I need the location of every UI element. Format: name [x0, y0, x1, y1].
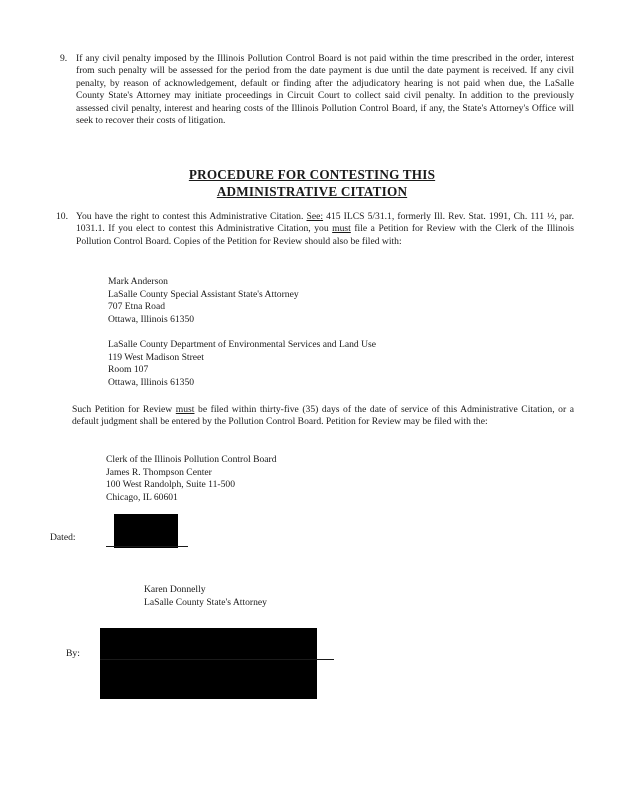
address-block-1: [108, 276, 299, 326]
item-9-number: 9.: [60, 53, 68, 64]
address-1-line: 707 Etna Road: [108, 301, 166, 313]
address-3-line: Clerk of the Illinois Pollution Control Board: [106, 454, 277, 465]
dated-label: Dated:: [50, 532, 76, 543]
petition-must: must: [175, 404, 195, 415]
signatory-block: [144, 584, 267, 609]
date-signature-line: [106, 546, 188, 547]
by-label: By:: [66, 648, 80, 659]
address-2-line: 119 West Madison Street: [108, 351, 204, 363]
address-1-line: LaSalle County Special Assistant State's Attorney: [108, 288, 299, 300]
item-10-text-a: You have the right to contest this Administrative Citation.: [76, 211, 307, 222]
item-10-see: See:: [306, 211, 324, 222]
petition-text-b: be filed within thirty-five (35) days of the date of service of this Administrative Citation, or a default judgment shall be entered by the Pollution Control Board. Petition for Review may be filed with the:: [72, 404, 574, 428]
address-3-line: James R. Thompson Center: [106, 466, 212, 478]
address-block-3: [106, 454, 277, 504]
date-redaction: [114, 514, 178, 548]
address-3-line: Chicago, IL 60601: [106, 491, 178, 503]
signature-line: [100, 659, 334, 660]
address-3-line: 100 West Randolph, Suite 11-500: [106, 479, 236, 491]
signatory-name: Karen Donnelly: [144, 584, 206, 595]
petition-paragraph: [72, 404, 574, 429]
address-block-2: [108, 339, 376, 389]
item-9-text: If any civil penalty imposed by the Illinois Pollution Control Board is not paid within the time prescribed in the order, interest from such penalty will be assessed for the period from the date payment is due until the date payment is received. If any civil penalty, by reason of acknowledgement, default or finding after the adjudicatory hearing is not paid when due, the LaSalle County State's Attorney may initiate proceedings in Circuit Court to collect said civil penalty. In addition to the previously assessed civil penalty, interest and hearing costs of the Illinois Pollution Control Board, if any, the State's Attorney's Office will seek to recover their costs of litigation.: [76, 53, 574, 127]
petition-text-a: Such Petition for Review: [72, 404, 176, 415]
address-1-line: Mark Anderson: [108, 276, 168, 287]
item-10-text: [76, 211, 574, 248]
address-1-line: Ottawa, Illinois 61350: [108, 313, 195, 325]
signature-redaction: [100, 628, 317, 699]
address-2-line: Room 107: [108, 364, 149, 376]
item-10-text-b: 415 ILCS 5/31.1, formerly Ill. Rev. Stat. 1991, Ch. 111 ½, par. 1031.1. If you elect to contest this Administrative Citation, you: [76, 211, 574, 235]
section-heading: [140, 166, 484, 200]
section-heading-line-2: ADMINISTRATIVE CITATION: [216, 184, 408, 199]
section-heading-line-1: PROCEDURE FOR CONTESTING THIS: [188, 167, 436, 182]
item-10-text-c: file a Petition for Review with the Clerk of the Illinois Pollution Control Board. Copies of the Petition for Review should also be filed with:: [76, 223, 574, 247]
item-10-must: must: [332, 223, 351, 235]
address-2-line: Ottawa, Illinois 61350: [108, 376, 195, 388]
item-10-number: 10.: [56, 211, 68, 222]
address-2-line: LaSalle County Department of Environmental Services and Land Use: [108, 339, 377, 350]
signatory-title: LaSalle County State's Attorney: [144, 596, 267, 608]
